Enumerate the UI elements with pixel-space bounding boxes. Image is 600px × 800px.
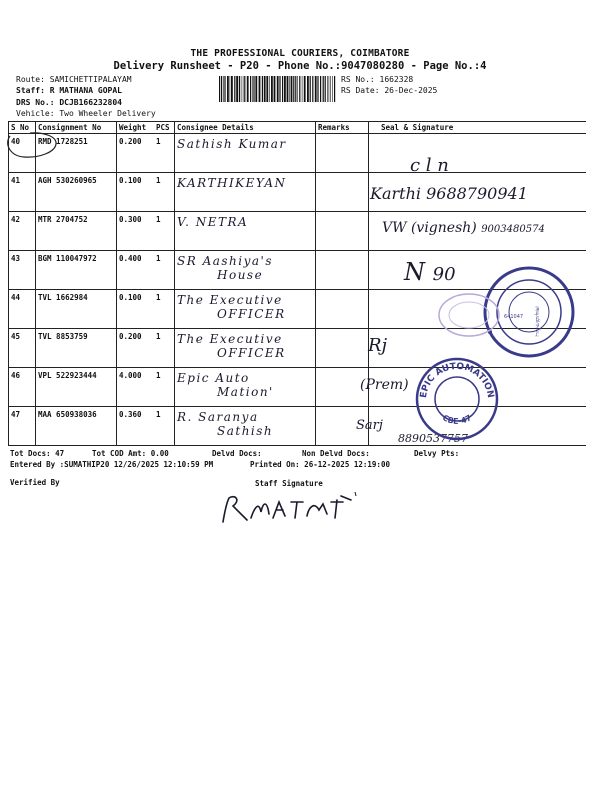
col-sno: S No	[9, 122, 36, 134]
row-weight: 0.360	[117, 407, 155, 446]
consignee-name: The Executive	[177, 293, 283, 307]
row-weight: 4.000	[117, 368, 155, 407]
consignee-name-line2: OFFICER	[217, 346, 286, 360]
consignee-name-line2: OFFICER	[217, 307, 286, 321]
signature-47: Sarj	[356, 418, 383, 433]
signature-46: (Prem)	[360, 377, 409, 393]
epic-automation-stamp	[412, 354, 502, 444]
stamp-epic-text: EPIC AUTOMATION	[418, 361, 496, 399]
row-consignee	[175, 329, 316, 368]
faded-seal-stamp	[434, 290, 504, 340]
stamp-epic-city: CBE-47	[440, 413, 474, 426]
phone-47: 8890537757	[398, 432, 468, 445]
row-sno: 46	[9, 368, 36, 407]
col-remarks: Remarks	[316, 122, 369, 134]
row-consignee	[175, 251, 316, 290]
row-sno: 47	[9, 407, 36, 446]
row-pcs: 1	[154, 212, 175, 251]
rs-number: RS No.: 1662328	[341, 75, 414, 84]
runsheet-title: Delivery Runsheet - P20 - Phone No.:9047080280 - Page No.:4	[113, 60, 487, 72]
consignee-name: SR Aashiya's	[177, 254, 274, 268]
row-sno: 44	[9, 290, 36, 329]
signature-45: Rj	[368, 335, 388, 356]
delvd-docs: Delvd Docs:	[212, 449, 262, 458]
row-consignee	[175, 368, 316, 407]
rs-date: RS Date: 26-Dec-2025	[341, 86, 438, 95]
svg-text:குடியிருப்பு: குடியிருப்பு	[534, 306, 541, 337]
delvy-pts: Delvy Pts:	[414, 449, 460, 458]
row-pcs: 1	[154, 173, 175, 212]
row-consignee	[175, 290, 316, 329]
row-sno: 40	[9, 134, 36, 173]
row-pcs: 1	[154, 407, 175, 446]
table-row	[9, 134, 587, 173]
row-remarks	[316, 329, 369, 368]
consignee-name-line2: Mation'	[217, 385, 274, 399]
consignee-name-line2: House	[217, 268, 264, 282]
svg-text:EPIC AUTOMATION	[419, 362, 495, 399]
company-title: THE PROFESSIONAL COURIERS, COIMBATORE	[190, 48, 410, 59]
svg-text:CBE-47	[441, 413, 473, 426]
row-remarks	[316, 251, 369, 290]
row-consignment: VPL 522923444	[36, 368, 117, 407]
row-weight: 0.200	[117, 134, 155, 173]
row-consignee	[175, 212, 316, 251]
verified-by: Verified By	[10, 478, 60, 487]
col-pcs: PCS	[154, 122, 175, 134]
row-sno: 41	[9, 173, 36, 212]
svg-text:641047: 641047	[504, 314, 524, 320]
row-weight: 0.400	[117, 251, 155, 290]
consignee-name: Epic Auto	[177, 371, 250, 385]
row-consignee	[175, 173, 316, 212]
row-weight: 0.100	[117, 290, 155, 329]
row-remarks	[316, 173, 369, 212]
row-remarks	[316, 212, 369, 251]
staff-signature-scribble	[215, 488, 365, 530]
row-weight: 0.300	[117, 212, 155, 251]
col-signature: Seal & Signature	[369, 122, 587, 134]
row-weight: 0.100	[117, 173, 155, 212]
row-consignment: TVL 8853759	[36, 329, 117, 368]
circle-mark-icon	[0, 122, 70, 162]
row-consignment: BGM 110047972	[36, 251, 117, 290]
col-consignment: Consignment No	[36, 122, 117, 134]
tot-cod-amt: Tot COD Amt: 0.00	[92, 449, 169, 458]
row-consignment: TVL 1662984	[36, 290, 117, 329]
consignee-name: V. NETRA	[177, 215, 249, 229]
row-pcs: 1	[154, 290, 175, 329]
non-delvd-docs: Non Delvd Docs:	[302, 449, 370, 458]
row-sno: 45	[9, 329, 36, 368]
route-label: Route: SAMICHETTIPALAYAM	[16, 75, 132, 84]
col-consignee: Consignee Details	[175, 122, 316, 134]
barcode-icon	[217, 76, 337, 102]
consignee-name: The Executive	[177, 332, 283, 346]
row-pcs: 1	[154, 134, 175, 173]
row-consignee	[175, 407, 316, 446]
consignee-name-line2: Sathish	[217, 424, 274, 438]
row-weight: 0.200	[117, 329, 155, 368]
signature-40: c l n	[410, 155, 449, 176]
signature-42: VW (vignesh) 9003480574	[382, 220, 545, 236]
row-remarks	[316, 290, 369, 329]
row-pcs: 1	[154, 329, 175, 368]
row-remarks	[316, 134, 369, 173]
row-pcs: 1	[154, 251, 175, 290]
row-consignment: MTR 2704752	[36, 212, 117, 251]
staff-label: Staff: R MATHANA GOPAL	[16, 86, 122, 95]
row-signature	[369, 134, 587, 173]
consignee-name: KARTHIKEYAN	[177, 176, 287, 190]
drs-label: DRS No.: DCJB166232804	[16, 98, 122, 107]
consignee-name: R. Saranya	[177, 410, 259, 424]
staff-signature-label: Staff Signature	[255, 479, 323, 488]
printed-on: Printed On: 26-12-2025 12:19:00	[250, 460, 390, 469]
col-weight: Weight	[117, 122, 155, 134]
row-sno: 42	[9, 212, 36, 251]
vehicle-label: Vehicle: Two Wheeler Delivery	[16, 109, 156, 118]
row-consignment: MAA 650938036	[36, 407, 117, 446]
row-pcs: 1	[154, 368, 175, 407]
signature-43: N 90	[404, 258, 456, 286]
row-consignee	[175, 134, 316, 173]
entered-by: Entered By :SUMATHIP20 12/26/2025 12:10:59 PM	[10, 460, 214, 469]
row-sno: 43	[9, 251, 36, 290]
consignee-name: Sathish Kumar	[177, 137, 287, 151]
tot-docs: Tot Docs: 47	[10, 449, 65, 458]
row-consignment: AGH 530260965	[36, 173, 117, 212]
signature-41: Karthi 9688790941	[370, 184, 528, 203]
row-consignment: RMD 1728251	[36, 134, 117, 173]
table-header-row	[9, 122, 587, 134]
